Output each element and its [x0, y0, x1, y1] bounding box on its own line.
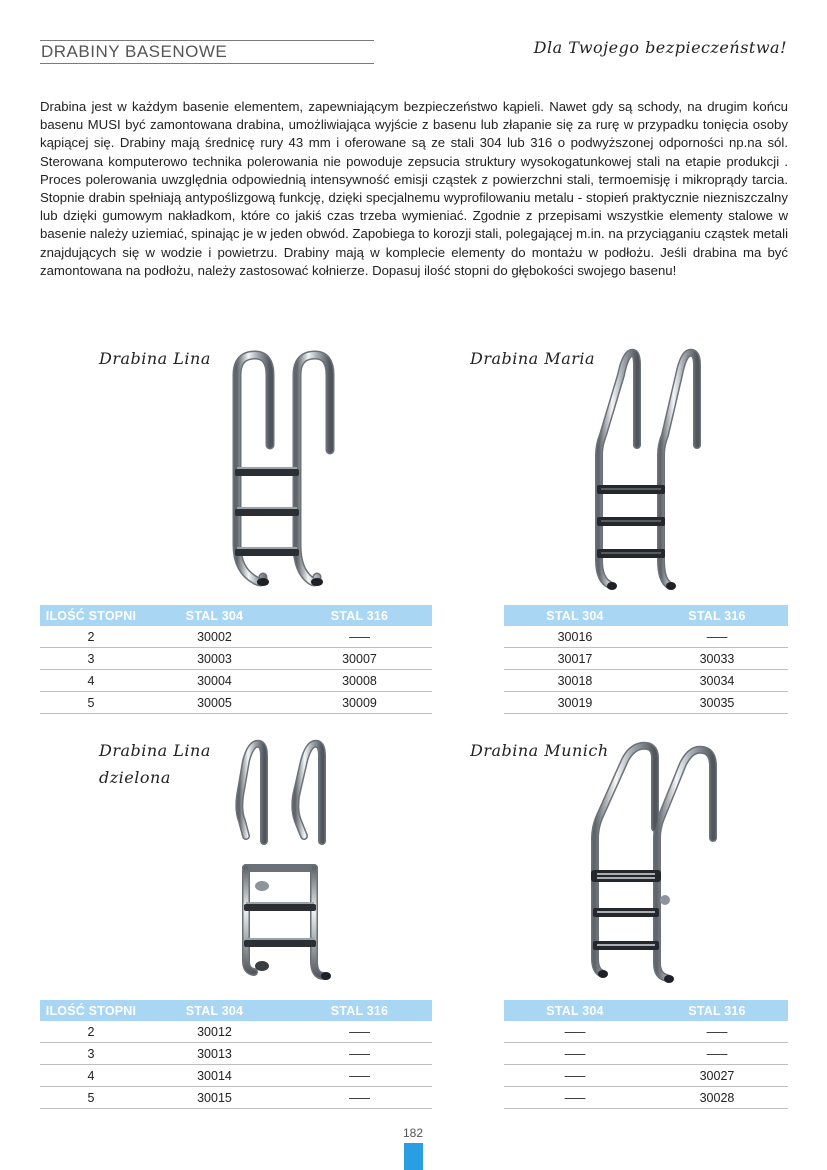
table-row — [504, 692, 788, 714]
column-header: STAL 304 — [504, 1000, 646, 1021]
table-cell: ––– — [504, 1021, 646, 1043]
product-name-line: dzielona — [99, 768, 171, 787]
table-cell: 30008 — [287, 670, 432, 692]
table-cell: ––– — [504, 1087, 646, 1109]
product-name-maria: Drabina Maria — [470, 349, 596, 368]
table-row — [40, 1087, 432, 1109]
ladder-maria-image — [585, 345, 710, 595]
table-cell: ––– — [504, 1043, 646, 1065]
table-cell: 4 — [40, 1065, 142, 1087]
spec-table-maria — [504, 605, 788, 714]
column-header: STAL 316 — [646, 1000, 788, 1021]
spec-table-lina-dzielona — [40, 1000, 432, 1109]
table-cell: ––– — [287, 1087, 432, 1109]
column-header: STAL 304 — [142, 1000, 287, 1021]
table-header-row — [504, 605, 788, 626]
table-cell: ––– — [646, 1043, 788, 1065]
table-cell: 30005 — [142, 692, 287, 714]
ladder-lina-image — [225, 345, 345, 595]
table-cell: ––– — [504, 1065, 646, 1087]
table-cell: 30015 — [142, 1087, 287, 1109]
table-row — [40, 648, 432, 670]
product-name-line: Drabina Lina — [99, 741, 211, 760]
table-cell: 30033 — [646, 648, 788, 670]
table-cell: 30007 — [287, 648, 432, 670]
page-marker — [404, 1143, 423, 1170]
column-header: STAL 316 — [287, 605, 432, 626]
ladder-lina-split-image — [232, 736, 342, 986]
table-cell: 30018 — [504, 670, 646, 692]
table-row — [504, 1065, 788, 1087]
table-row — [40, 626, 432, 648]
table-cell: 30017 — [504, 648, 646, 670]
table-cell: ––– — [287, 1043, 432, 1065]
column-header: STAL 304 — [142, 605, 287, 626]
table-cell: 30035 — [646, 692, 788, 714]
product-name-lina: Drabina Lina — [99, 349, 211, 368]
table-cell: 30034 — [646, 670, 788, 692]
tagline: Dla Twojego bezpieczeństwa! — [533, 38, 787, 57]
table-header-row — [504, 1000, 788, 1021]
table-row — [504, 648, 788, 670]
table-cell: 30013 — [142, 1043, 287, 1065]
table-row — [40, 1065, 432, 1087]
table-cell: 4 — [40, 670, 142, 692]
spec-table-lina — [40, 605, 432, 714]
column-header: ILOŚĆ STOPNI — [40, 605, 142, 626]
ladder-munich-image — [585, 738, 720, 988]
table-header-row — [40, 605, 432, 626]
table-cell: 30004 — [142, 670, 287, 692]
column-header: STAL 316 — [287, 1000, 432, 1021]
table-cell: 30002 — [142, 626, 287, 648]
table-cell: 30028 — [646, 1087, 788, 1109]
table-cell: 30019 — [504, 692, 646, 714]
table-row — [40, 1043, 432, 1065]
page-number: 182 — [403, 1126, 424, 1140]
column-header: STAL 304 — [504, 605, 646, 626]
table-cell: 2 — [40, 1021, 142, 1043]
table-cell: ––– — [646, 626, 788, 648]
column-header: ILOŚĆ STOPNI — [40, 1000, 142, 1021]
table-cell: 3 — [40, 648, 142, 670]
table-row — [504, 1087, 788, 1109]
table-cell: ––– — [287, 1021, 432, 1043]
table-row — [40, 1021, 432, 1043]
table-row — [40, 692, 432, 714]
table-cell: 2 — [40, 626, 142, 648]
table-header-row — [40, 1000, 432, 1021]
product-name-munich: Drabina Munich — [470, 741, 609, 760]
table-row — [504, 1043, 788, 1065]
table-cell: ––– — [287, 1065, 432, 1087]
product-name-lina-dzielona — [99, 737, 211, 791]
table-cell: 30016 — [504, 626, 646, 648]
table-cell: 30009 — [287, 692, 432, 714]
table-row — [504, 626, 788, 648]
column-header: STAL 316 — [646, 605, 788, 626]
table-cell: 3 — [40, 1043, 142, 1065]
table-cell: 30012 — [142, 1021, 287, 1043]
table-cell: 5 — [40, 692, 142, 714]
table-row — [40, 670, 432, 692]
table-cell: 5 — [40, 1087, 142, 1109]
section-title: DRABINY BASENOWE — [40, 40, 374, 64]
table-row — [504, 670, 788, 692]
table-cell: 30027 — [646, 1065, 788, 1087]
table-cell: ––– — [646, 1021, 788, 1043]
intro-paragraph: Drabina jest w każdym basenie elementem, zapewniającym bezpieczeństwo kąpieli. Nawet gdy są schody, na drugim końcu basenu MUSI być zamontowana drabina, umożliwiająca wyjście z basenu lub złapanie się za rurę w przypadku tonięcia osoby kąpiącej się. Drabiny mają średnicę rury 43 mm i oferowane są ze stali 304 lub 316 o podwyższonej odporności np.na sól. Sterowana komputerowo technika polerowania nie powoduje zepsucia struktury wysokogatunkowej stali na etapie produkcji . Proces polerowania uwzględnia odpowiednią intensywność emisji cząstek z powierzchni stali, termoemisję i mikroprądy tarcia. Stopnie drabin spełniają antypoślizgową funkcję, dzięki specjalnemu wyprofilowaniu metalu - stopień praktycznie niezniszczalny lub dzięki gumowym nakładkom, które co jakiś czas trzeba wymieniać. Zgodnie z przepisami wszystkie elementy stalowe w basenie należy uziemiać, spinając je w jeden obwód. Zapobiega to korozji stali, polegającej m.in. na przyciąganiu cząstek metali znajdujących się w wodzie i powietrzu. Drabiny mają w komplecie elementy do montażu w podłożu. Jeśli drabina ma być zamontowana na podłożu, należy zastosować kołnierze. Dopasuj ilość stopni do głębokości swojego basenu! — [40, 99, 788, 278]
spec-table-munich — [504, 1000, 788, 1109]
table-cell: ––– — [287, 626, 432, 648]
table-cell: 30014 — [142, 1065, 287, 1087]
table-cell: 30003 — [142, 648, 287, 670]
table-row — [504, 1021, 788, 1043]
